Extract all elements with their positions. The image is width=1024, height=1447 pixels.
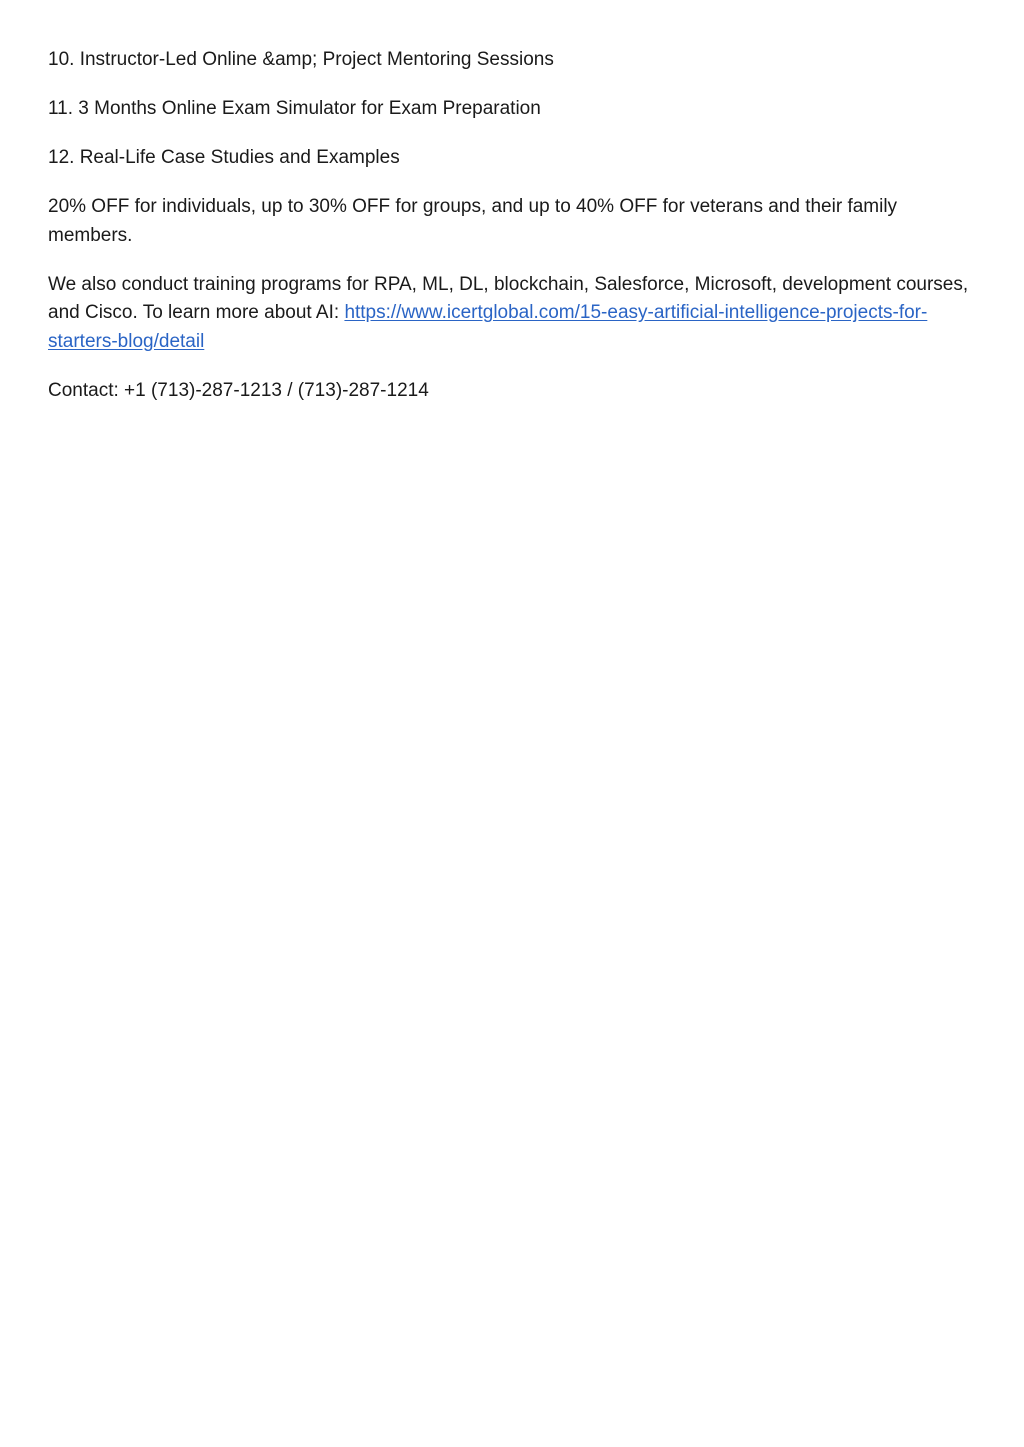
discount-paragraph: 20% OFF for individuals, up to 30% OFF for groups, and up to 40% OFF for veterans and their family members. (48, 196, 898, 246)
contact-paragraph: Contact: +1 (713)-287-1213 / (713)-287-1214 (48, 379, 429, 401)
list-item: 11. 3 Months Online Exam Simulator for Exam Preparation (48, 98, 541, 119)
list-item: 12. Real-Life Case Studies and Examples (48, 147, 400, 168)
list-item: 10. Instructor-Led Online &amp; Project Mentoring Sessions (48, 49, 554, 70)
ai-projects-link[interactable]: https://www.icertglobal.com/15-easy-artificial-intelligence-projects-for-starters-blog/detail (48, 302, 928, 352)
training-text: We also conduct training programs for RPA, ML, DL, blockchain, Salesforce, Microsoft, development courses, and Cisco. To learn more about AI: (48, 273, 969, 323)
training-paragraph (48, 271, 983, 357)
document-page (48, 46, 983, 426)
